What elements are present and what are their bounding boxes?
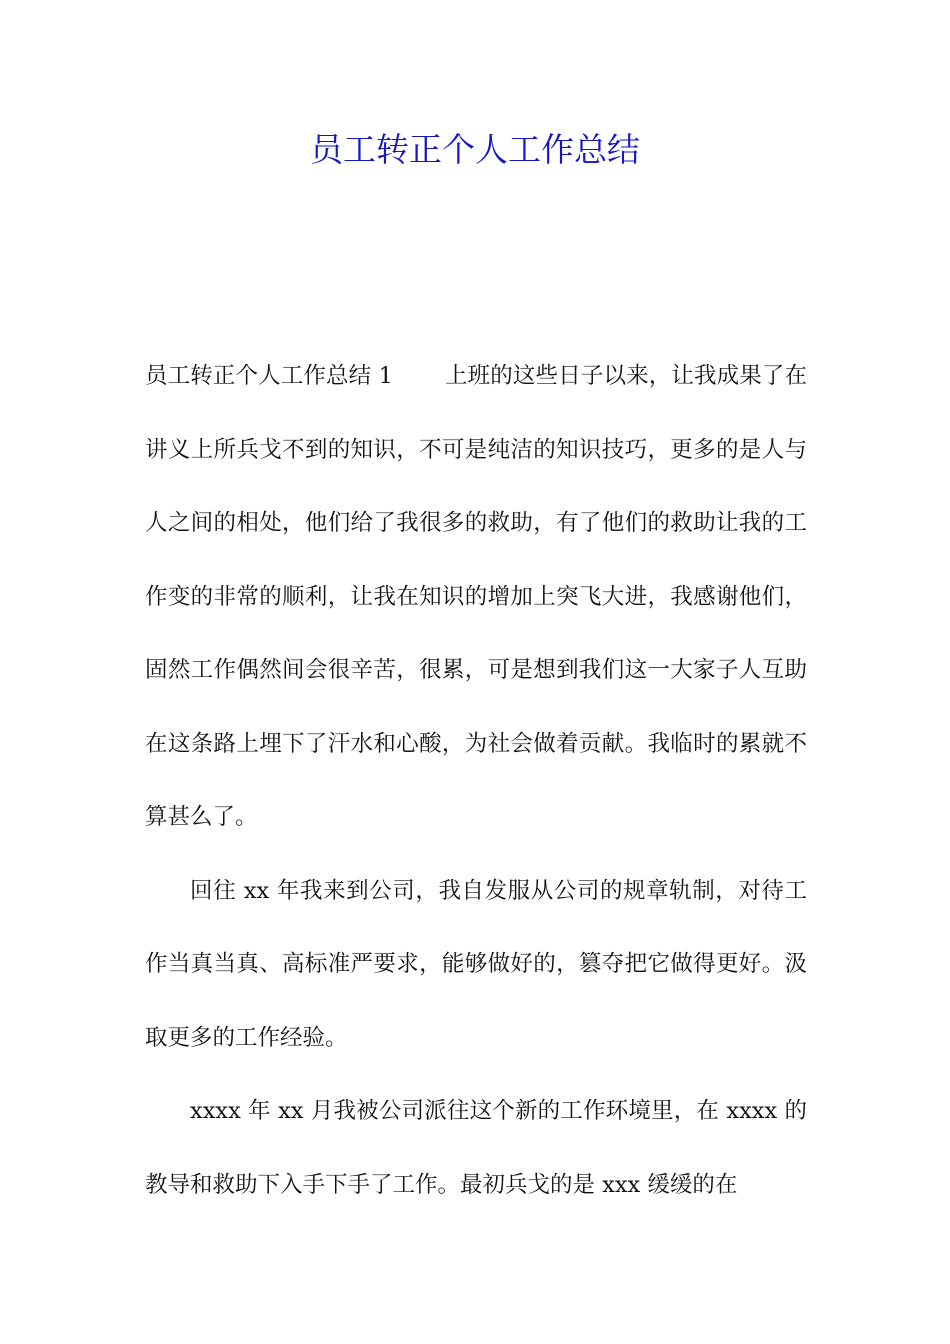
- paragraph-1: [145, 340, 807, 855]
- paragraph-2: 回往 xx 年我来到公司，我自发服从公司的规章轨制，对待工作当真当真、高标准严要求，能够做好的，篡夺把它做得更好。汲取更多的工作经验。: [145, 877, 807, 1051]
- paragraph-3: xxxx 年 xx 月我被公司派往这个新的工作环境里，在 xxxx 的教导和救助下入手下手了工作。最初兵戈的是 xxx 缓缓的在: [145, 1098, 807, 1198]
- document-body: [145, 340, 807, 1222]
- section-heading: 员工转正个人工作总结 1: [145, 363, 393, 389]
- paragraph-text: 上班的这些日子以来，让我成果了在讲义上所兵戈不到的知识，不可是纯洁的知识技巧，更多的是人与人之间的相处，他们给了我很多的救助，有了他们的救助让我的工作变的非常的顺利，让我在知识的增加上突飞大进，我感谢他们，固然工作偶然间会很辛苦，很累，可是想到我们这一大家子人互助在这条路上埋下了汗水和心酸，为社会做着贡献。我临时的累就不算甚么了。: [145, 363, 807, 830]
- document-title: 员工转正个人工作总结: [310, 130, 640, 169]
